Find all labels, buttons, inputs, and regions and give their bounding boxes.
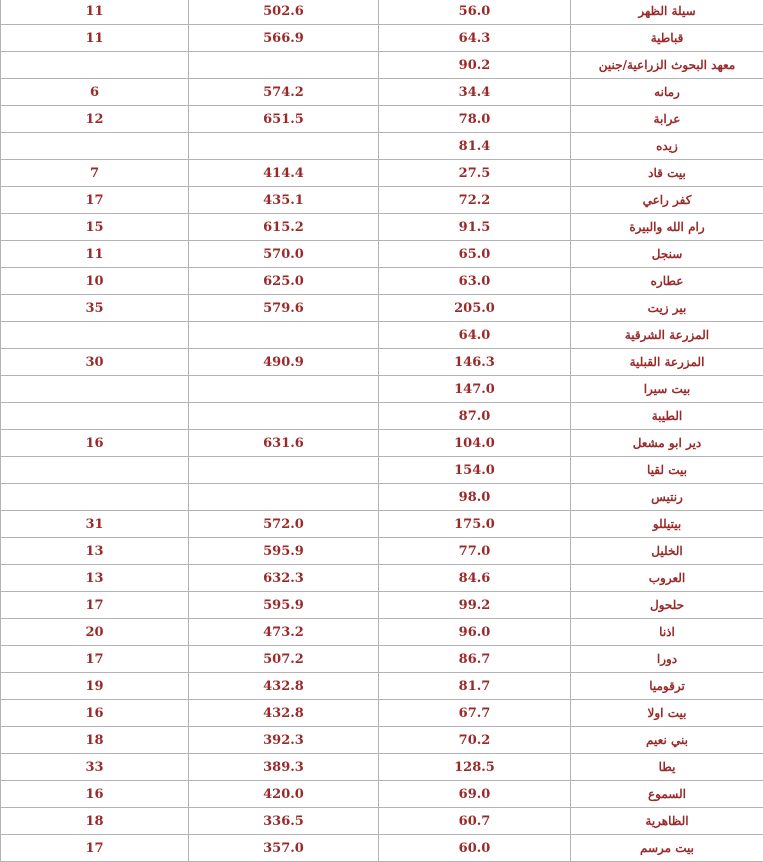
value-a-cell: 631.6 xyxy=(189,430,379,457)
value-b-cell: 146.3 xyxy=(379,349,571,376)
value-b-cell: 87.0 xyxy=(379,403,571,430)
value-b-cell: 64.0 xyxy=(379,322,571,349)
table-row xyxy=(1,133,763,160)
value-b-cell: 60.7 xyxy=(379,808,571,835)
days-count-cell: 17 xyxy=(1,592,189,619)
value-b-cell: 64.3 xyxy=(379,25,571,52)
value-a-cell: 566.9 xyxy=(189,25,379,52)
station-name-cell: الظاهرية xyxy=(571,808,763,835)
days-count-cell: 15 xyxy=(1,214,189,241)
days-count-cell: 20 xyxy=(1,619,189,646)
value-a-cell: 625.0 xyxy=(189,268,379,295)
days-count-cell: 6 xyxy=(1,79,189,106)
station-name-cell: العروب xyxy=(571,565,763,592)
station-name-cell: رام الله والبيرة xyxy=(571,214,763,241)
days-count-cell: 35 xyxy=(1,295,189,322)
table-row xyxy=(1,187,763,214)
station-name-cell: حلحول xyxy=(571,592,763,619)
table-body xyxy=(1,0,763,862)
value-a-cell: 579.6 xyxy=(189,295,379,322)
days-count-cell: 17 xyxy=(1,835,189,862)
table-row xyxy=(1,835,763,862)
value-a-cell: 473.2 xyxy=(189,619,379,646)
days-count-cell xyxy=(1,403,189,430)
table-row xyxy=(1,727,763,754)
value-a-cell xyxy=(189,376,379,403)
station-name-cell: المزرعة القبلية xyxy=(571,349,763,376)
station-name-cell: عطاره xyxy=(571,268,763,295)
table-row xyxy=(1,700,763,727)
value-b-cell: 90.2 xyxy=(379,52,571,79)
value-a-cell: 632.3 xyxy=(189,565,379,592)
table-row xyxy=(1,295,763,322)
days-count-cell: 16 xyxy=(1,781,189,808)
value-a-cell: 432.8 xyxy=(189,673,379,700)
days-count-cell xyxy=(1,376,189,403)
value-b-cell: 63.0 xyxy=(379,268,571,295)
value-a-cell: 420.0 xyxy=(189,781,379,808)
table-row xyxy=(1,376,763,403)
value-a-cell: 389.3 xyxy=(189,754,379,781)
table-row xyxy=(1,214,763,241)
station-name-cell: السموع xyxy=(571,781,763,808)
value-b-cell: 67.7 xyxy=(379,700,571,727)
value-b-cell: 147.0 xyxy=(379,376,571,403)
days-count-cell: 11 xyxy=(1,0,189,25)
days-count-cell: 11 xyxy=(1,25,189,52)
value-a-cell: 595.9 xyxy=(189,592,379,619)
value-b-cell: 27.5 xyxy=(379,160,571,187)
value-a-cell: 414.4 xyxy=(189,160,379,187)
table-row xyxy=(1,781,763,808)
value-b-cell: 84.6 xyxy=(379,565,571,592)
table-row xyxy=(1,565,763,592)
table-row xyxy=(1,160,763,187)
table-row xyxy=(1,808,763,835)
value-b-cell: 72.2 xyxy=(379,187,571,214)
value-b-cell: 81.4 xyxy=(379,133,571,160)
value-a-cell xyxy=(189,52,379,79)
value-a-cell: 574.2 xyxy=(189,79,379,106)
station-name-cell: الخليل xyxy=(571,538,763,565)
station-name-cell: يطا xyxy=(571,754,763,781)
value-a-cell xyxy=(189,484,379,511)
days-count-cell xyxy=(1,484,189,511)
value-a-cell: 615.2 xyxy=(189,214,379,241)
value-b-cell: 60.0 xyxy=(379,835,571,862)
days-count-cell: 13 xyxy=(1,538,189,565)
value-a-cell: 502.6 xyxy=(189,0,379,25)
value-b-cell: 154.0 xyxy=(379,457,571,484)
station-name-cell: بير زيت xyxy=(571,295,763,322)
value-a-cell xyxy=(189,133,379,160)
value-a-cell: 490.9 xyxy=(189,349,379,376)
days-count-cell: 16 xyxy=(1,700,189,727)
days-count-cell: 12 xyxy=(1,106,189,133)
value-a-cell: 507.2 xyxy=(189,646,379,673)
station-name-cell: بيت سيرا xyxy=(571,376,763,403)
table-row xyxy=(1,538,763,565)
value-b-cell: 56.0 xyxy=(379,0,571,25)
table-row xyxy=(1,349,763,376)
value-a-cell xyxy=(189,457,379,484)
days-count-cell: 11 xyxy=(1,241,189,268)
station-name-cell: المزرعة الشرقية xyxy=(571,322,763,349)
days-count-cell xyxy=(1,52,189,79)
days-count-cell: 16 xyxy=(1,430,189,457)
days-count-cell: 13 xyxy=(1,565,189,592)
station-name-cell: بيت اولا xyxy=(571,700,763,727)
value-a-cell: 357.0 xyxy=(189,835,379,862)
value-b-cell: 69.0 xyxy=(379,781,571,808)
value-b-cell: 98.0 xyxy=(379,484,571,511)
value-b-cell: 81.7 xyxy=(379,673,571,700)
station-name-cell: سيلة الظهر xyxy=(571,0,763,25)
days-count-cell xyxy=(1,133,189,160)
value-b-cell: 86.7 xyxy=(379,646,571,673)
value-b-cell: 128.5 xyxy=(379,754,571,781)
value-a-cell: 651.5 xyxy=(189,106,379,133)
days-count-cell: 19 xyxy=(1,673,189,700)
value-b-cell: 70.2 xyxy=(379,727,571,754)
table-row xyxy=(1,322,763,349)
value-b-cell: 78.0 xyxy=(379,106,571,133)
table-row xyxy=(1,241,763,268)
days-count-cell: 18 xyxy=(1,808,189,835)
value-a-cell: 336.5 xyxy=(189,808,379,835)
value-a-cell: 435.1 xyxy=(189,187,379,214)
station-name-cell: بيت لقيا xyxy=(571,457,763,484)
table-row xyxy=(1,484,763,511)
station-name-cell: الطيبة xyxy=(571,403,763,430)
value-b-cell: 205.0 xyxy=(379,295,571,322)
value-b-cell: 99.2 xyxy=(379,592,571,619)
station-name-cell: قباطية xyxy=(571,25,763,52)
value-b-cell: 65.0 xyxy=(379,241,571,268)
days-count-cell xyxy=(1,457,189,484)
table-row xyxy=(1,619,763,646)
table-row xyxy=(1,430,763,457)
value-a-cell: 595.9 xyxy=(189,538,379,565)
table-row xyxy=(1,673,763,700)
table-row xyxy=(1,268,763,295)
value-b-cell: 91.5 xyxy=(379,214,571,241)
value-b-cell: 77.0 xyxy=(379,538,571,565)
value-a-cell xyxy=(189,322,379,349)
station-name-cell: زيده xyxy=(571,133,763,160)
table-row xyxy=(1,403,763,430)
value-b-cell: 34.4 xyxy=(379,79,571,106)
value-a-cell: 570.0 xyxy=(189,241,379,268)
station-name-cell: دورا xyxy=(571,646,763,673)
station-name-cell: رنتيس xyxy=(571,484,763,511)
station-name-cell: بيت مرسم xyxy=(571,835,763,862)
station-name-cell: اذنا xyxy=(571,619,763,646)
table-row xyxy=(1,457,763,484)
value-a-cell: 432.8 xyxy=(189,700,379,727)
station-name-cell: كفر راعي xyxy=(571,187,763,214)
table-row xyxy=(1,646,763,673)
table-row xyxy=(1,79,763,106)
value-b-cell: 104.0 xyxy=(379,430,571,457)
value-a-cell xyxy=(189,403,379,430)
days-count-cell: 17 xyxy=(1,187,189,214)
station-name-cell: ترقوميا xyxy=(571,673,763,700)
value-b-cell: 96.0 xyxy=(379,619,571,646)
table-row xyxy=(1,25,763,52)
station-name-cell: سنجل xyxy=(571,241,763,268)
station-name-cell: عرابة xyxy=(571,106,763,133)
days-count-cell xyxy=(1,322,189,349)
value-a-cell: 392.3 xyxy=(189,727,379,754)
days-count-cell: 31 xyxy=(1,511,189,538)
days-count-cell: 18 xyxy=(1,727,189,754)
days-count-cell: 17 xyxy=(1,646,189,673)
table-row xyxy=(1,592,763,619)
station-name-cell: دير ابو مشعل xyxy=(571,430,763,457)
days-count-cell: 30 xyxy=(1,349,189,376)
days-count-cell: 33 xyxy=(1,754,189,781)
value-a-cell: 572.0 xyxy=(189,511,379,538)
station-name-cell: بني نعيم xyxy=(571,727,763,754)
table-row xyxy=(1,511,763,538)
station-name-cell: بيتيللو xyxy=(571,511,763,538)
table-row xyxy=(1,0,763,25)
days-count-cell: 7 xyxy=(1,160,189,187)
table-row xyxy=(1,754,763,781)
days-count-cell: 10 xyxy=(1,268,189,295)
station-name-cell: بيت قاد xyxy=(571,160,763,187)
station-name-cell: معهد البحوث الزراعية/جنين xyxy=(571,52,763,79)
table-row xyxy=(1,106,763,133)
station-name-cell: رمانه xyxy=(571,79,763,106)
value-b-cell: 175.0 xyxy=(379,511,571,538)
table-row xyxy=(1,52,763,79)
